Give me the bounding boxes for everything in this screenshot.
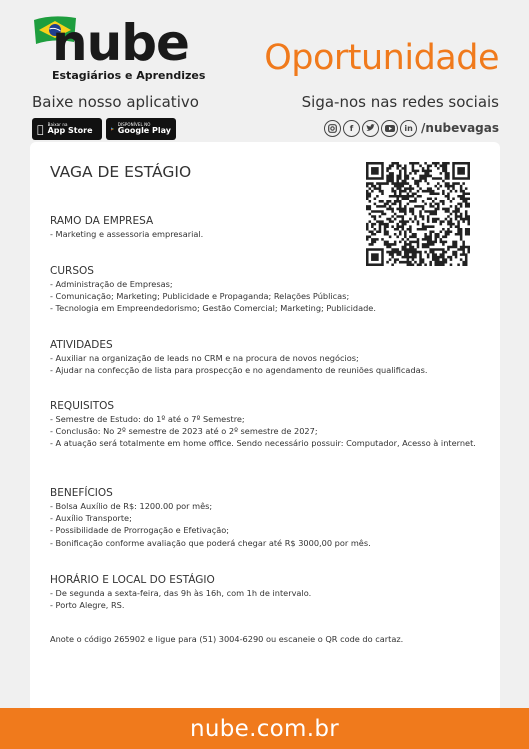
- section-beneficios: [50, 486, 480, 549]
- app-download-label: Baixe nosso aplicativo: [32, 93, 199, 111]
- section-line: - De segunda a sexta-feira, das 9h às 16h, com 1h de intervalo.: [50, 588, 312, 598]
- section-cursos: [50, 264, 480, 315]
- section-line: - Ajudar na confecção de lista para prospecção e no agendamento de reuniões qualificadas.: [50, 365, 428, 376]
- facebook-icon[interactable]: f: [343, 120, 360, 137]
- app-store-button[interactable]: Baixar na App Store: [32, 118, 102, 140]
- section-heading: ATIVIDADES: [50, 339, 113, 351]
- social-label: Siga-nos nas redes sociais: [301, 93, 499, 111]
- youtube-icon[interactable]: [381, 120, 398, 137]
- section-line: - Possibilidade de Prorrogação e Efetivação;: [50, 525, 230, 536]
- google-play-icon: [111, 124, 114, 134]
- nube-logo[interactable]: [32, 12, 206, 84]
- contact-note: Anote o código 265902 e ligue para (51) 3004-6290 ou escaneie o QR code do cartaz.: [50, 634, 404, 644]
- section-line: - Conclusão: No 2º semestre de 2023 até o 2º semestre de 2027;: [50, 426, 318, 437]
- section-line: - Administração de Empresas;: [50, 279, 173, 289]
- section-line: - Comunicação; Marketing; Publicidade e Propaganda; Relações Públicas;: [50, 291, 350, 302]
- section-line: - Porto Alegre, RS.: [50, 600, 125, 611]
- job-card: [30, 142, 500, 712]
- section-line: - Auxílio Transporte;: [50, 513, 132, 524]
- section-line: - Marketing e assessoria empresarial.: [50, 229, 204, 239]
- google-play-button[interactable]: DISPONÍVEL NO Google Play: [106, 118, 176, 140]
- section-horario: [50, 573, 480, 611]
- section-line: - A atuação será totalmente em home office. Sendo necessário possuir: Computador, Acesso à internet.: [50, 438, 476, 449]
- section-atividades: [50, 338, 480, 376]
- section-line: - Auxiliar na organização de leads no CRM e na procura de novos negócios;: [50, 353, 359, 363]
- section-heading: RAMO DA EMPRESA: [50, 215, 154, 227]
- social-handle[interactable]: /nubevagas: [421, 121, 499, 135]
- footer: [0, 708, 529, 749]
- header: [0, 0, 529, 140]
- website-link[interactable]: nube.com.br: [189, 715, 339, 742]
- job-title: VAGA DE ESTÁGIO: [50, 163, 192, 181]
- instagram-icon[interactable]: [324, 120, 341, 137]
- section-heading: HORÁRIO E LOCAL DO ESTÁGIO: [50, 574, 215, 586]
- page-title: Oportunidade: [264, 38, 499, 78]
- social-links: [324, 118, 499, 138]
- section-line: - Bolsa Auxílio de R$: 1200.00 por mês;: [50, 501, 213, 511]
- logo-wordmark: nube: [52, 14, 189, 72]
- logo-tagline: Estagiários e Aprendizes: [52, 69, 206, 82]
- section-requisitos: [50, 399, 480, 450]
- section-ramo: [50, 214, 480, 240]
- section-heading: REQUISITOS: [50, 400, 115, 412]
- section-heading: BENEFÍCIOS: [50, 487, 113, 499]
- section-line: - Semestre de Estudo: do 1º até o 7º Semestre;: [50, 414, 245, 424]
- section-line: - Tecnologia em Empreendedorismo; Gestão Comercial; Marketing; Publicidade.: [50, 303, 376, 314]
- apple-icon: [37, 124, 44, 135]
- section-heading: CURSOS: [50, 265, 94, 277]
- linkedin-icon[interactable]: in: [400, 120, 417, 137]
- twitter-icon[interactable]: [362, 120, 379, 137]
- section-line: - Bonificação conforme avaliação que poderá chegar até R$ 3000,00 por mês.: [50, 537, 371, 548]
